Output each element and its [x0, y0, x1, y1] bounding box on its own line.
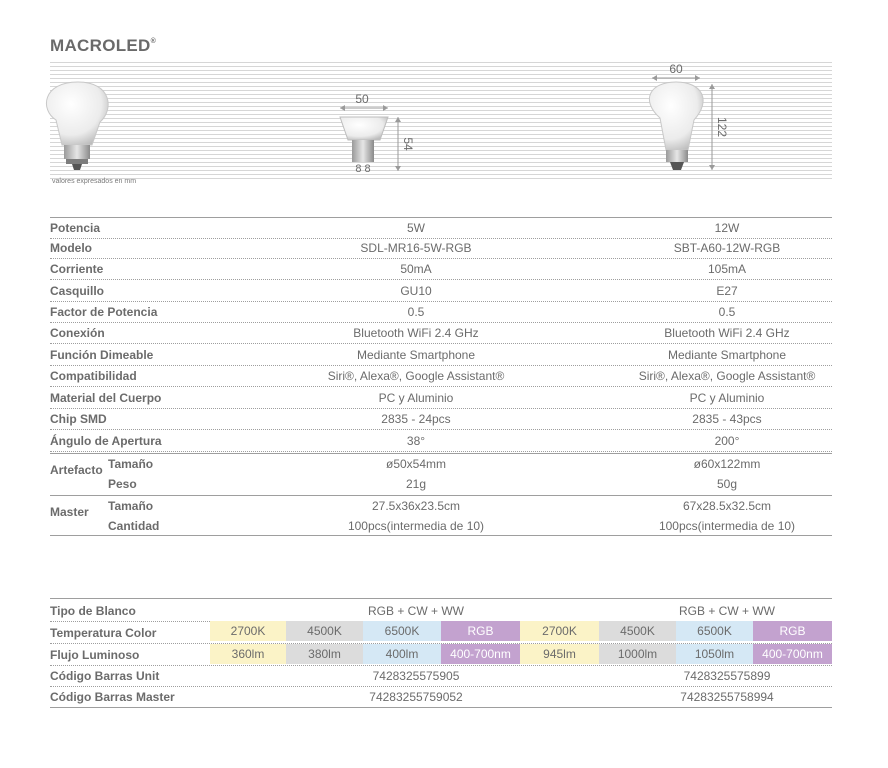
dim-a60-width: 60: [669, 62, 683, 76]
master-row: [50, 516, 832, 536]
master-value-2: 67x28.5x32.5cm: [682, 499, 772, 513]
product-dimension-figure: [0, 0, 888, 200]
row-label: Flujo Luminoso: [50, 648, 140, 662]
units-note: valores expresados en mm: [52, 178, 137, 185]
spec-row: [50, 366, 832, 387]
master-value-1: 27.5x36x23.5cm: [371, 499, 461, 513]
spec-row: [50, 431, 832, 452]
spec-value-1: PC y Aluminio: [378, 391, 454, 405]
master-label: Master: [50, 505, 89, 519]
spec-value-1: 38°: [406, 434, 426, 448]
row-value-2: 74283255758994: [680, 690, 774, 704]
spec-label: Potencia: [50, 221, 101, 235]
row-value-2: 7428325575899: [683, 669, 771, 683]
artefacto-value-1: ø50x54mm: [385, 457, 447, 471]
spec-table-bottom: [50, 535, 832, 536]
color-temp-cell: 6500K: [676, 621, 753, 641]
row-codigo-master: [50, 687, 832, 708]
spec-value-1: 5W: [407, 221, 425, 235]
master-sub-label: Cantidad: [108, 519, 160, 533]
color-temp-cell: RGB: [753, 621, 832, 641]
luminous-flux-cell: 400-700nm: [753, 644, 832, 664]
artefacto-label: Artefacto: [50, 463, 103, 477]
artefacto-row: [50, 474, 832, 494]
spec-label: Conexión: [50, 326, 105, 340]
spec-value-1: 50mA: [400, 262, 432, 276]
master-value-2: 100pcs(intermedia de 10): [658, 519, 796, 533]
luminous-flux-cell: 360lm: [210, 644, 286, 664]
color-temp-cell: 2700K: [210, 621, 286, 641]
spec-value-1: Siri®, Alexa®, Google Assistant®: [327, 369, 505, 383]
spec-value-1: GU10: [400, 284, 432, 298]
spec-row: [50, 259, 832, 280]
artefacto-value-2: 50g: [716, 477, 738, 491]
spec-value-2: E27: [716, 284, 738, 298]
luminous-flux-cell: 1000lm: [599, 644, 676, 664]
spec-value-1: Bluetooth WiFi 2.4 GHz: [353, 326, 479, 340]
dim-a60-height: 122: [715, 116, 729, 138]
luminous-flux-cell: 400lm: [363, 644, 441, 664]
row-value-1: RGB + CW + WW: [368, 604, 464, 618]
spec-row: [50, 345, 832, 366]
row-value-2: RGB + CW + WW: [679, 604, 775, 618]
spec-value-1: Mediante Smartphone: [356, 348, 476, 362]
artefacto-value-1: 21g: [405, 477, 427, 491]
spec-label: Ángulo de Apertura: [50, 434, 162, 448]
spec-value-2: 0.5: [718, 305, 736, 319]
spec-value-2: PC y Aluminio: [689, 391, 765, 405]
spec-row: [50, 323, 832, 344]
luminous-flux-cell: 400-700nm: [441, 644, 520, 664]
color-temp-cell: 6500K: [363, 621, 441, 641]
spec-value-2: 105mA: [707, 262, 747, 276]
bulb-gu10-icon: [340, 105, 401, 171]
spec-label: Casquillo: [50, 284, 105, 298]
row-tipo-blanco: [50, 598, 832, 622]
spec-value-2: 200°: [714, 434, 740, 448]
luminous-flux-cell: 1050lm: [676, 644, 753, 664]
row-label: Código Barras Master: [50, 690, 175, 704]
dim-gu10-width: 50: [355, 92, 369, 106]
spec-value-1: 2835 - 24pcs: [381, 412, 451, 426]
spec-value-2: SBT-A60-12W-RGB: [673, 241, 781, 255]
row-label: Temperatura Color: [50, 626, 157, 640]
spec-value-1: 0.5: [407, 305, 425, 319]
spec-value-2: Siri®, Alexa®, Google Assistant®: [638, 369, 816, 383]
spec-row: [50, 238, 832, 259]
brand-logo: MACROLED®: [50, 36, 157, 55]
spec-label: Función Dimeable: [50, 348, 154, 362]
spec-value-2: Mediante Smartphone: [667, 348, 787, 362]
bulb-a60-left-icon: [46, 82, 108, 170]
spec-value-2: 12W: [714, 221, 740, 235]
spec-label: Modelo: [50, 241, 92, 255]
spec-label: Factor de Potencia: [50, 305, 158, 319]
bulb-a60-icon: [649, 75, 715, 170]
spec-value-2: Bluetooth WiFi 2.4 GHz: [664, 326, 790, 340]
artefacto-sub-label: Peso: [108, 477, 137, 491]
color-temp-cell: 4500K: [599, 621, 676, 641]
spec-row: [50, 217, 832, 239]
spec-row: [50, 281, 832, 302]
master-sub-label: Tamaño: [108, 499, 154, 513]
row-temperatura: [50, 621, 832, 644]
row-value-1: 74283255759052: [369, 690, 463, 704]
spec-label: Compatibilidad: [50, 369, 137, 383]
spec-label: Material del Cuerpo: [50, 391, 162, 405]
color-temp-cell: RGB: [441, 621, 520, 641]
luminous-flux-cell: 945lm: [520, 644, 599, 664]
master-row: [50, 495, 832, 516]
color-temp-cell: 2700K: [520, 621, 599, 641]
artefacto-row: [50, 453, 832, 474]
spec-row: [50, 302, 832, 323]
row-label: Tipo de Blanco: [50, 604, 136, 618]
artefacto-sub-label: Tamaño: [108, 457, 154, 471]
artefacto-value-2: ø60x122mm: [693, 457, 761, 471]
color-temp-cell: 4500K: [286, 621, 363, 641]
dim-gu10-pins: 8 8: [355, 163, 371, 175]
spec-label: Chip SMD: [50, 412, 107, 426]
spec-row: [50, 409, 832, 430]
row-value-1: 7428325575905: [372, 669, 460, 683]
spec-value-1: SDL-MR16-5W-RGB: [360, 241, 472, 255]
spec-label: Corriente: [50, 262, 104, 276]
master-value-1: 100pcs(intermedia de 10): [347, 519, 485, 533]
row-label: Código Barras Unit: [50, 669, 160, 683]
row-codigo-unit: [50, 666, 832, 687]
dim-gu10-height: 54: [401, 137, 415, 151]
spec-value-2: 2835 - 43pcs: [692, 412, 762, 426]
spec-row: [50, 388, 832, 409]
luminous-flux-cell: 380lm: [286, 644, 363, 664]
row-flujo: [50, 644, 832, 666]
